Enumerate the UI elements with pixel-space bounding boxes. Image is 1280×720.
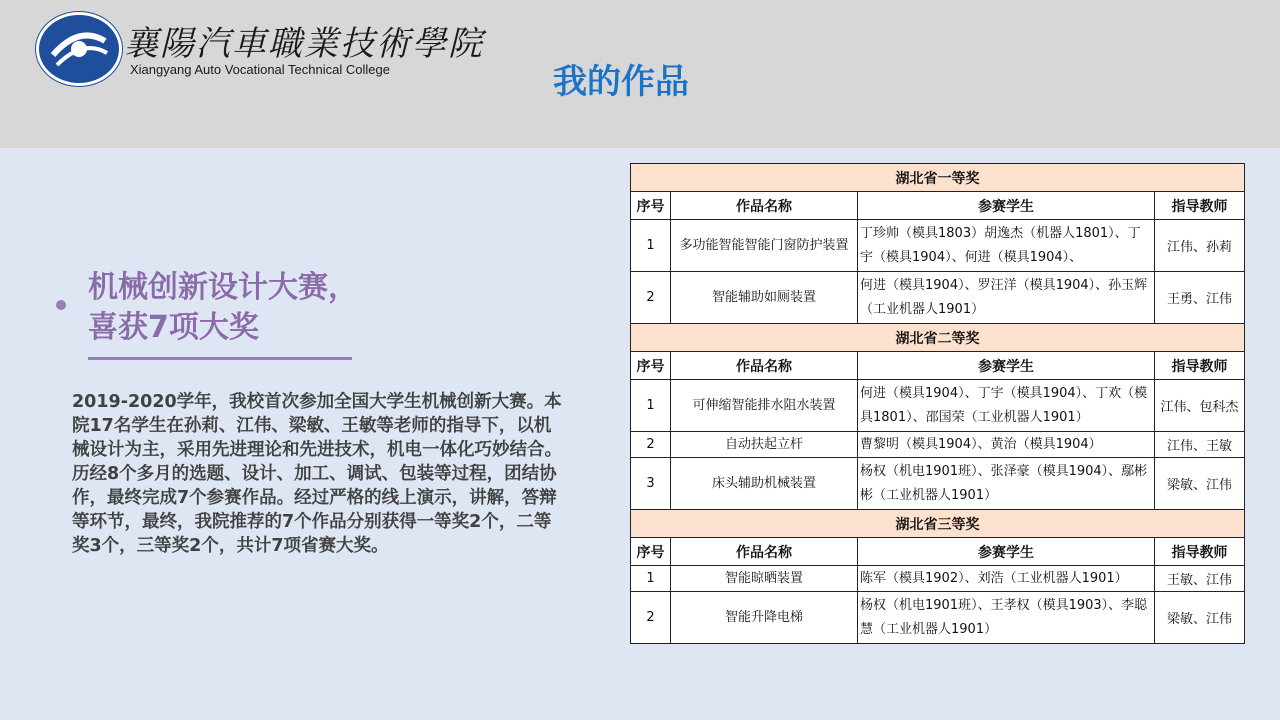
- table-row: [631, 592, 1245, 644]
- cell-name: 多功能智能智能门窗防护装置: [671, 220, 858, 272]
- table-row: [631, 566, 1245, 592]
- column-header-row: [631, 538, 1245, 566]
- cell-no: 2: [631, 592, 671, 644]
- heading-underline: [88, 357, 352, 360]
- cell-name: 可伸缩智能排水阻水装置: [671, 380, 858, 432]
- cell-no: 2: [631, 272, 671, 324]
- logo-english-name: Xiangyang Auto Vocational Technical College: [130, 62, 390, 77]
- table-row: [631, 458, 1245, 510]
- section-title: 湖北省三等奖: [631, 510, 1245, 538]
- college-logo-icon: [36, 12, 122, 86]
- col-header-students: 参赛学生: [858, 538, 1155, 566]
- header-bar: [0, 0, 1280, 148]
- section-title: 湖北省二等奖: [631, 324, 1245, 352]
- cell-students: 陈军（模具1902）、刘浩（工业机器人1901）: [858, 566, 1155, 592]
- cell-name: 智能晾晒装置: [671, 566, 858, 592]
- cell-name: 智能升降电梯: [671, 592, 858, 644]
- section-heading-line2: 喜获7项大奖: [88, 310, 259, 345]
- col-header-name: 作品名称: [671, 352, 858, 380]
- col-header-name: 作品名称: [671, 538, 858, 566]
- section-heading: [88, 268, 358, 348]
- cell-no: 1: [631, 566, 671, 592]
- cell-students: 曹黎明（模具1904）、黄治（模具1904）: [858, 432, 1155, 458]
- cell-students: 杨权（机电1901班）、王孝权（模具1903）、李聪慧（工业机器人1901）: [858, 592, 1155, 644]
- cell-teachers: 江伟、孙莉: [1155, 220, 1245, 272]
- col-header-teachers: 指导教师: [1155, 352, 1245, 380]
- column-header-row: [631, 352, 1245, 380]
- cell-no: 3: [631, 458, 671, 510]
- cell-students: 丁珍帅（模具1803）胡逸杰（机器人1801）、丁宇（模具1904）、何进（模具1904）、: [858, 220, 1155, 272]
- page-title: 我的作品: [553, 62, 689, 102]
- cell-teachers: 梁敏、江伟: [1155, 458, 1245, 510]
- cell-students: 杨权（机电1901班）、张泽豪（模具1904）、鄢彬彬（工业机器人1901）: [858, 458, 1155, 510]
- awards-table: [630, 163, 1244, 644]
- cell-no: 1: [631, 220, 671, 272]
- col-header-teachers: 指导教师: [1155, 538, 1245, 566]
- cell-teachers: 梁敏、江伟: [1155, 592, 1245, 644]
- col-header-name: 作品名称: [671, 192, 858, 220]
- cell-teachers: 江伟、王敏: [1155, 432, 1245, 458]
- logo-chinese-name: 襄陽汽車職業技術學院: [124, 24, 484, 64]
- cell-students: 何进（模具1904）、丁宇（模具1904）、丁欢（模具1801）、邵国荣（工业机器人1901）: [858, 380, 1155, 432]
- section-heading-line1: 机械创新设计大赛，: [88, 270, 358, 305]
- col-header-no: 序号: [631, 352, 671, 380]
- section-header-row: [631, 510, 1245, 538]
- table-row: [631, 380, 1245, 432]
- cell-teachers: 王勇、江伟: [1155, 272, 1245, 324]
- cell-no: 1: [631, 380, 671, 432]
- cell-students: 何进（模具1904）、罗汪洋（模具1904）、孙玉辉（工业机器人1901）: [858, 272, 1155, 324]
- cell-teachers: 江伟、包科杰: [1155, 380, 1245, 432]
- cell-name: 智能辅助如厕装置: [671, 272, 858, 324]
- cell-name: 床头辅助机械装置: [671, 458, 858, 510]
- section-header-row: [631, 164, 1245, 192]
- col-header-no: 序号: [631, 192, 671, 220]
- cell-name: 自动扶起立杆: [671, 432, 858, 458]
- bullet-icon: [56, 300, 66, 310]
- table-row: [631, 432, 1245, 458]
- column-header-row: [631, 192, 1245, 220]
- table-row: [631, 220, 1245, 272]
- col-header-students: 参赛学生: [858, 192, 1155, 220]
- col-header-teachers: 指导教师: [1155, 192, 1245, 220]
- col-header-students: 参赛学生: [858, 352, 1155, 380]
- cell-teachers: 王敏、江伟: [1155, 566, 1245, 592]
- section-title: 湖北省一等奖: [631, 164, 1245, 192]
- section-header-row: [631, 324, 1245, 352]
- col-header-no: 序号: [631, 538, 671, 566]
- cell-no: 2: [631, 432, 671, 458]
- table-row: [631, 272, 1245, 324]
- description-paragraph: 2019-2020学年，我校首次参加全国大学生机械创新大赛。本院17名学生在孙莉、江伟、梁敏、王敏等老师的指导下，以机械设计为主，采用先进理论和先进技术，机电一体化巧妙结合。历经8个多月的选题、设计、加工、调试、包装等过程，团结协作，最终完成7个参赛作品。经过严格的线上演示，讲解，答辩等环节，最终，我院推荐的7个作品分别获得一等奖2个，二等奖3个，三等奖2个，共计7项省赛大奖。: [72, 392, 562, 556]
